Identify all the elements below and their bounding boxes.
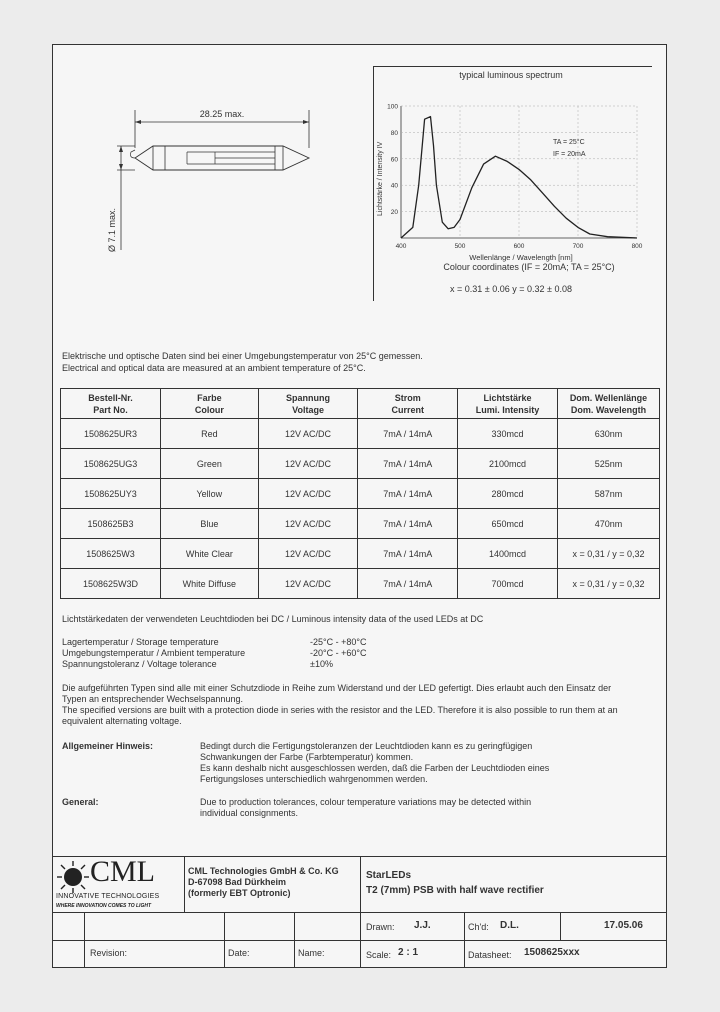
header-voltage: Spannung Voltage [258, 389, 358, 419]
spectrum-chart [373, 66, 663, 302]
header-colour: Farbe Colour [161, 389, 259, 419]
y-tick-label: 100 [387, 103, 398, 111]
mechanical-drawing [95, 100, 335, 260]
cell-colour: Yellow [161, 479, 259, 509]
note-dc: Lichtstärkedaten der verwendeten Leuchtdioden bei DC / Luminous intensity data of the used LEDs at DC [62, 614, 484, 624]
table-row [61, 449, 660, 479]
datasheet-label: Datasheet: [468, 950, 512, 960]
spectrum-title: typical luminous spectrum [459, 70, 563, 80]
cell-intensity: 2100mcd [458, 449, 558, 479]
x-tick-label: 500 [454, 243, 466, 250]
cond-ta: TA = 25°C [553, 139, 585, 146]
table-row [61, 539, 660, 569]
drawn-value: J.J. [414, 920, 431, 931]
x-tick-label: 800 [631, 243, 643, 250]
diameter-label: Ø 7.1 max. [107, 207, 117, 252]
spec-value: -20°C - +60°C [310, 648, 367, 658]
cell-intensity: 330mcd [458, 419, 558, 449]
chd-label: Ch'd: [468, 922, 489, 932]
general-de-line: Es kann deshalb nicht ausgeschlossen werden, daß die Farben der Leuchtdioden eines [200, 763, 550, 773]
cell-intensity: 700mcd [458, 569, 558, 599]
table-row [61, 419, 660, 449]
cell-current: 7mA / 14mA [358, 449, 458, 479]
y-tick-label: 40 [390, 182, 398, 190]
titleblock-divider [224, 912, 225, 968]
table-row [61, 479, 660, 509]
drawn-label: Drawn: [366, 922, 395, 932]
general-de-line: Schwankungen der Farbe (Farbtemperatur) kommen. [200, 752, 414, 762]
protection-text: Die aufgeführten Typen sind alle mit einer Schutzdiode in Reihe zum Widerstand und der LED gefertigt. Dies erlaubt auch den Einsatz der [62, 683, 612, 693]
cell-colour: Blue [161, 509, 259, 539]
cell-voltage: 12V AC/DC [258, 569, 358, 599]
y-tick-label: 80 [390, 129, 398, 137]
table-header-row [61, 389, 660, 419]
date-value: 17.05.06 [604, 920, 643, 931]
date-label: Date: [228, 948, 250, 958]
cond-if: IF = 20mA [553, 151, 586, 158]
cell-wavelength: x = 0,31 / y = 0,32 [557, 569, 659, 599]
scale-value: 2 : 1 [398, 947, 419, 958]
protection-text: Typen an entsprechender Wechselspannung. [62, 694, 243, 704]
cell-intensity: 1400mcd [458, 539, 558, 569]
cell-wavelength: x = 0,31 / y = 0,32 [557, 539, 659, 569]
company-name: CML Technologies GmbH & Co. KG [188, 866, 339, 876]
cml-sun-logo-icon [56, 860, 90, 894]
coords-title: Colour coordinates (IF = 20mA; TA = 25°C) [443, 262, 615, 272]
datasheet-value: 1508625xxx [524, 947, 580, 958]
product-name: StarLEDs [366, 870, 412, 881]
titleblock-divider [294, 912, 295, 968]
spec-value: ±10% [310, 659, 333, 669]
cell-wavelength: 525nm [557, 449, 659, 479]
company-formerly: (formerly EBT Optronic) [188, 888, 291, 898]
cell-wavelength: 470nm [557, 509, 659, 539]
cml-logo-text: CML [90, 855, 156, 888]
cell-voltage: 12V AC/DC [258, 479, 358, 509]
chd-value: D.L. [500, 920, 519, 931]
cml-logo-sub: INNOVATIVE TECHNOLOGIES [56, 893, 160, 900]
product-description: T2 (7mm) PSB with half wave rectifier [366, 885, 544, 896]
spec-label: Umgebungstemperatur / Ambient temperature [62, 648, 246, 658]
cell-wavelength: 630nm [557, 419, 659, 449]
name-label: Name: [298, 948, 325, 958]
cell-part-no: 1508625UY3 [61, 479, 161, 509]
revision-label: Revision: [90, 948, 128, 958]
titleblock-row-border [52, 912, 667, 913]
general-en-line: individual consignments. [200, 808, 299, 818]
cell-voltage: 12V AC/DC [258, 419, 358, 449]
plot-area [387, 104, 643, 251]
cell-current: 7mA / 14mA [358, 569, 458, 599]
cell-part-no: 1508625UG3 [61, 449, 161, 479]
spec-value: -25°C - +80°C [310, 637, 367, 647]
general-de-line: Bedingt durch die Fertigungstoleranzen der Leuchtdioden kann es zu geringfügigen [200, 741, 533, 751]
general-en-line: Due to production tolerances, colour temperature variations may be detected within [200, 797, 532, 807]
x-tick-label: 400 [395, 243, 407, 250]
titleblock-divider [84, 912, 85, 968]
cell-current: 7mA / 14mA [358, 539, 458, 569]
cell-intensity: 650mcd [458, 509, 558, 539]
cell-colour: White Clear [161, 539, 259, 569]
titleblock-row-border [52, 940, 667, 941]
spectrum-xlabel: Wellenlänge / Wavelength [nm] [469, 253, 573, 262]
header-part-no: Bestell-Nr. Part No. [61, 389, 161, 419]
titleblock-divider [464, 912, 465, 940]
cell-intensity: 280mcd [458, 479, 558, 509]
intro-de: Elektrische und optische Daten sind bei einer Umgebungstemperatur von 25°C gemessen. [62, 351, 423, 361]
x-tick-label: 600 [513, 243, 525, 250]
header-wavelength: Dom. Wellenlänge Dom. Wavelength [557, 389, 659, 419]
table-row [61, 509, 660, 539]
cell-colour: White Diffuse [161, 569, 259, 599]
scale-label: Scale: [366, 950, 392, 960]
cell-part-no: 1508625W3D [61, 569, 161, 599]
y-tick-label: 60 [390, 156, 398, 164]
spec-label: Spannungstoleranz / Voltage tolerance [62, 659, 217, 669]
cell-part-no: 1508625W3 [61, 539, 161, 569]
cell-voltage: 12V AC/DC [258, 509, 358, 539]
cell-current: 7mA / 14mA [358, 479, 458, 509]
cml-logo-tag: WHERE INNOVATION COMES TO LIGHT [56, 903, 151, 909]
cell-wavelength: 587nm [557, 479, 659, 509]
cell-current: 7mA / 14mA [358, 509, 458, 539]
cell-voltage: 12V AC/DC [258, 449, 358, 479]
general-de-line: Fertigungsloses unterschiedlich wahrgenommen werden. [200, 774, 428, 784]
general-de-label: Allgemeiner Hinweis: [62, 741, 154, 751]
cell-voltage: 12V AC/DC [258, 539, 358, 569]
y-tick-label: 20 [390, 209, 398, 217]
cell-colour: Green [161, 449, 259, 479]
cell-colour: Red [161, 419, 259, 449]
intro-en: Electrical and optical data are measured at an ambient temperature of 25°C. [62, 363, 366, 373]
table-row [61, 569, 660, 599]
cell-current: 7mA / 14mA [358, 419, 458, 449]
company-address: D-67098 Bad Dürkheim [188, 877, 287, 887]
spectrum-ylabel: Lichtstärke / Intensity IV [377, 141, 384, 216]
header-intensity: Lichtstärke Lumi. Intensity [458, 389, 558, 419]
x-tick-label: 700 [572, 243, 584, 250]
titleblock-divider [464, 940, 465, 968]
protection-text: equivalent alternating voltage. [62, 716, 182, 726]
spec-label: Lagertemperatur / Storage temperature [62, 637, 219, 647]
length-label: 28.25 max. [199, 109, 245, 119]
general-en-label: General: [62, 797, 99, 807]
led-data-table [60, 388, 660, 599]
titleblock-divider [184, 856, 185, 912]
cell-part-no: 1508625UR3 [61, 419, 161, 449]
coords-values: x = 0.31 ± 0.06 y = 0.32 ± 0.08 [450, 284, 572, 294]
header-current: Strom Current [358, 389, 458, 419]
titleblock-divider [560, 912, 561, 940]
cell-part-no: 1508625B3 [61, 509, 161, 539]
protection-text: The specified versions are built with a protection diode in series with the resistor and the LED. Therefore it is also possible to run them at an [62, 705, 618, 715]
